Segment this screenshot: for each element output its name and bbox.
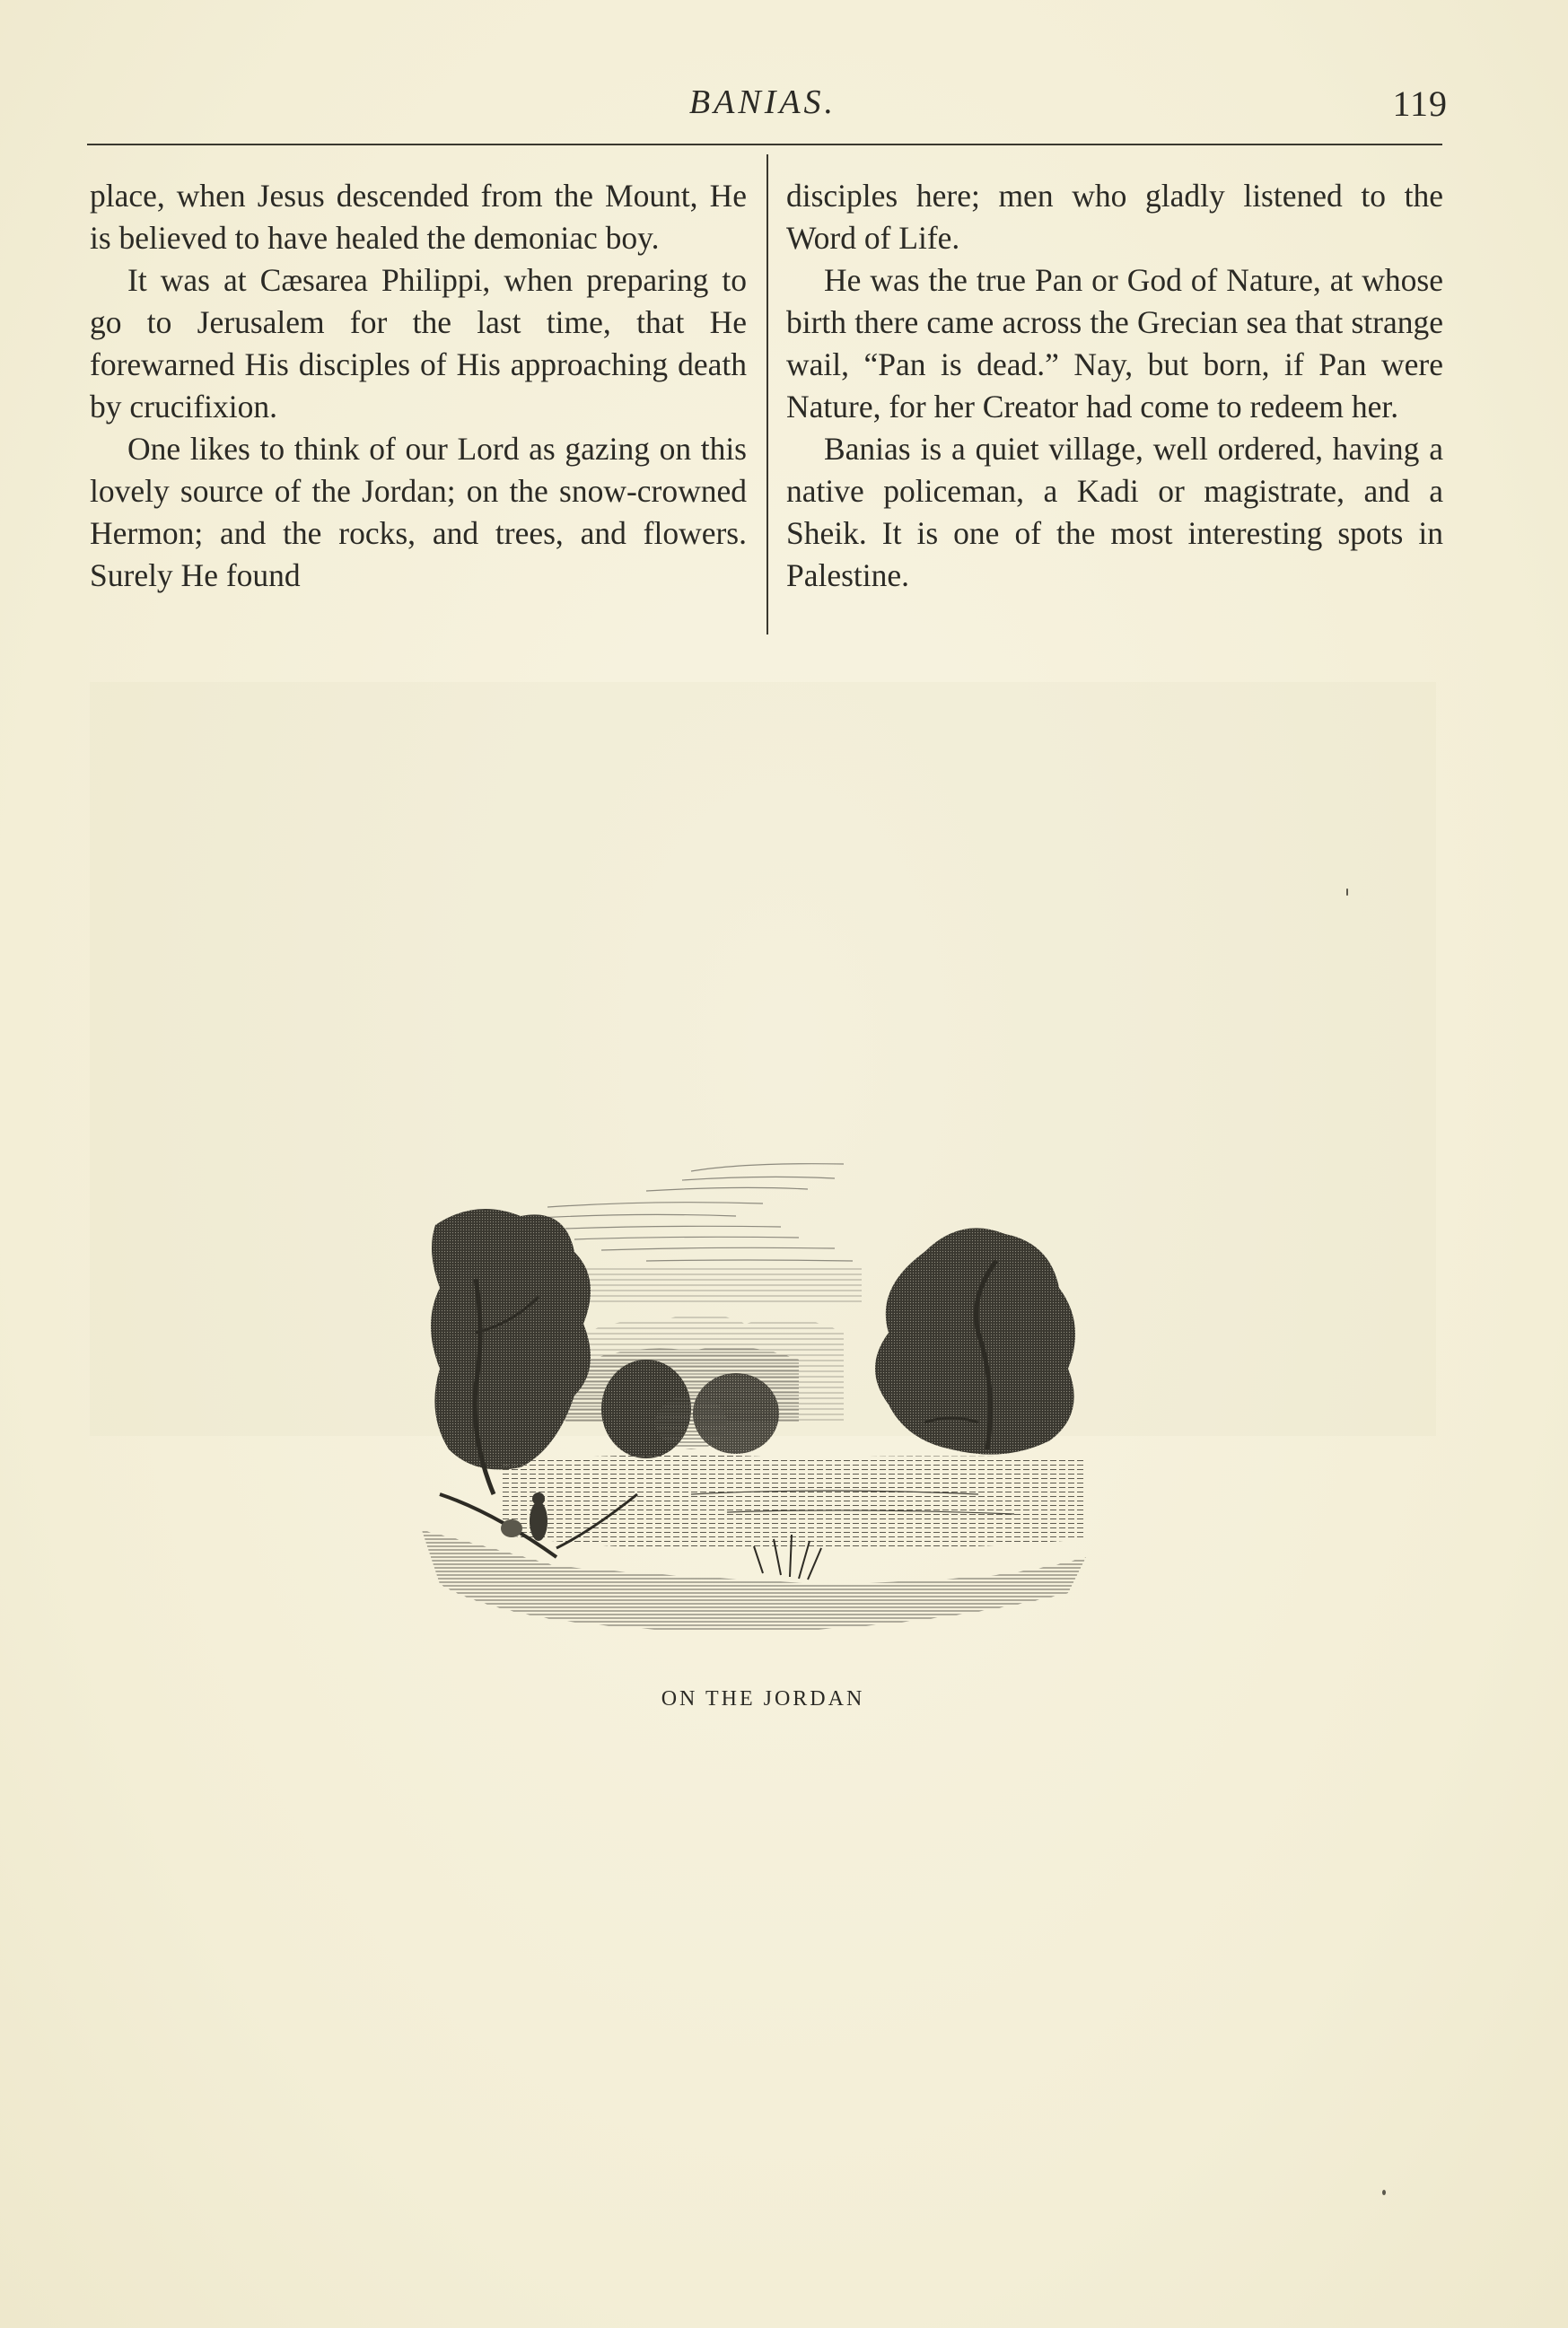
paragraph: One likes to think of our Lord as gazing on this lovely source of the Jordan; on the snow-crowned Hermon; and the rocks, and trees, and flowers. Surely He found: [90, 431, 747, 593]
paragraph: place, when Jesus descended from the Mount, He is believed to have healed the demoniac boy.: [90, 178, 747, 256]
running-head: [0, 79, 1568, 133]
paper-speck: [1346, 888, 1348, 896]
paragraph: Banias is a quiet village, well ordered, having a native policeman, a Kadi or magistrate, and a Sheik. It is one of the most interesting spots in Palestine.: [786, 431, 1443, 593]
jordan-engraving: [422, 1153, 1104, 1665]
figure-caption: ON THE JORDAN: [661, 1687, 865, 1711]
right-column: [786, 175, 1443, 597]
paragraph: It was at Cæsarea Philippi, when preparing to go to Jerusalem for the last time, that He forewarned His disciples of His approaching death by crucifixion.: [90, 262, 747, 424]
paragraph: disciples here; men who gladly listened to the Word of Life.: [786, 178, 1443, 256]
column-divider: [766, 154, 768, 635]
running-title: BANIAS.: [688, 83, 837, 121]
paragraph: He was the true Pan or God of Nature, at whose birth there came across the Grecian sea that strange wail, “Pan is dead.” Nay, but born, if Pan were Nature, for her Creator had come to redeem her.: [786, 262, 1443, 424]
engraving-illustration: [422, 1153, 1104, 1665]
left-column: [90, 175, 747, 597]
paper-speck: [1382, 2190, 1386, 2195]
page-number: 119: [1392, 83, 1448, 124]
header-rule: [87, 144, 1442, 145]
